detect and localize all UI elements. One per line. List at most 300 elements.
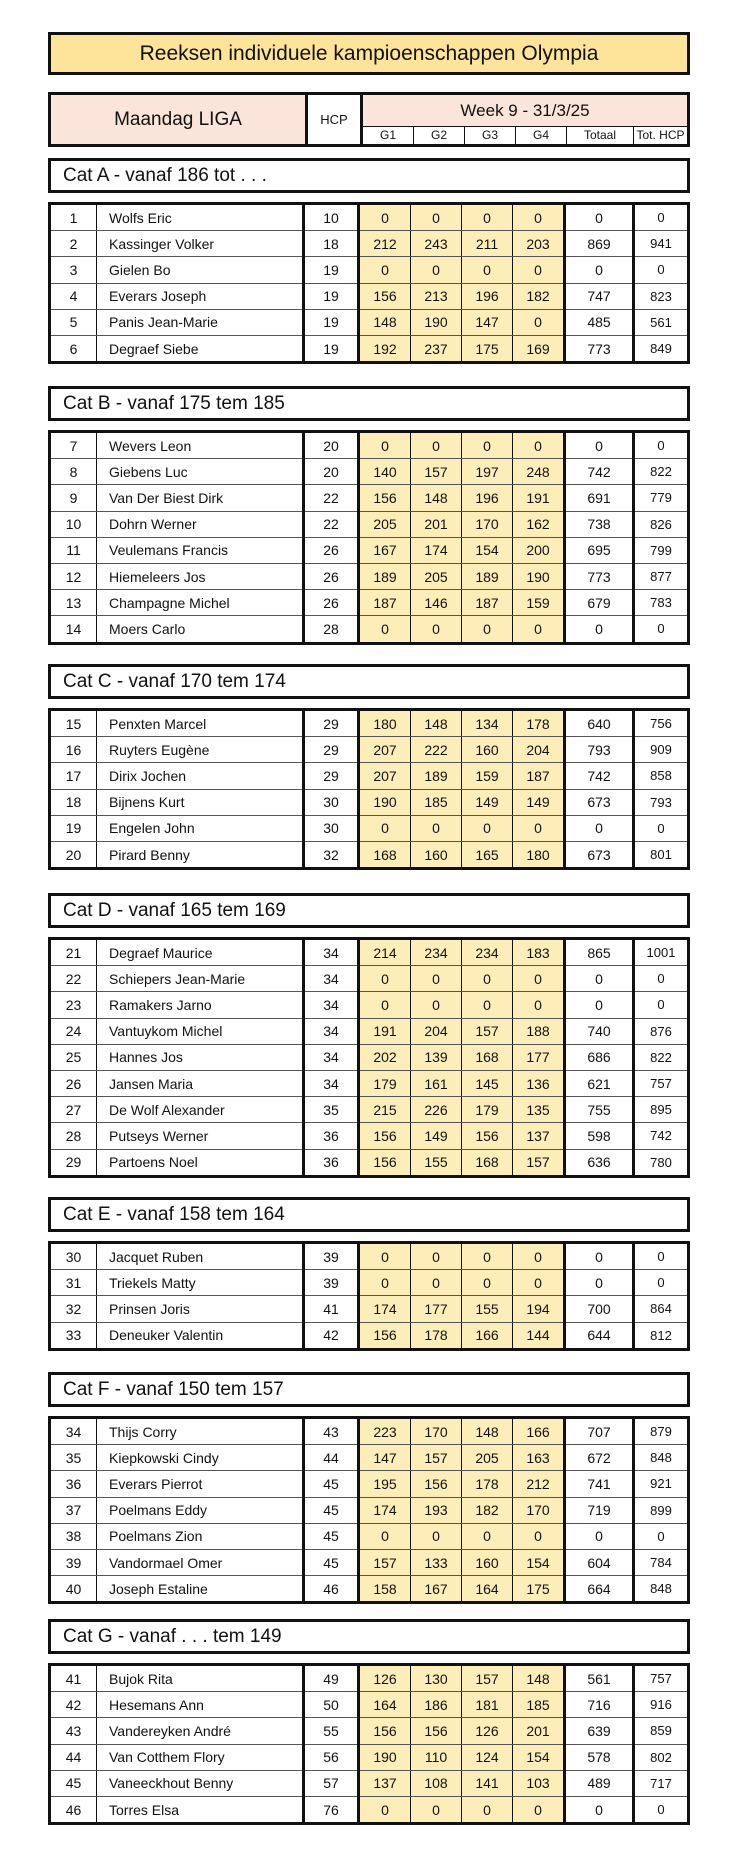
- hcp-cell: 29: [304, 710, 359, 737]
- g3-cell: 0: [462, 992, 513, 1018]
- table-row: [50, 257, 689, 283]
- g3-cell: 0: [462, 257, 513, 283]
- g3-cell: 234: [462, 939, 513, 966]
- tot-hcp-cell: 895: [634, 1097, 689, 1123]
- rank-cell: 23: [50, 992, 97, 1018]
- g1-cell: 223: [359, 1418, 411, 1445]
- g3-cell: 156: [462, 1123, 513, 1149]
- hcp-cell: 26: [304, 563, 359, 589]
- table-row: [50, 1044, 689, 1070]
- hcp-cell: 39: [304, 1243, 359, 1270]
- g3-cell: 157: [462, 1018, 513, 1044]
- rank-cell: 9: [50, 485, 97, 511]
- g1-cell: 174: [359, 1497, 411, 1523]
- rank-cell: 2: [50, 231, 97, 257]
- liga-label: Maandag LIGA: [51, 95, 308, 144]
- totaal-cell: 0: [565, 1523, 634, 1549]
- table-row: [50, 485, 689, 511]
- g1-cell: 207: [359, 763, 411, 789]
- g4-cell: 103: [513, 1770, 565, 1796]
- rank-cell: 36: [50, 1471, 97, 1497]
- rank-cell: 15: [50, 710, 97, 737]
- g2-cell: 189: [411, 763, 462, 789]
- g2-cell: 213: [411, 283, 462, 309]
- totaal-cell: 489: [565, 1770, 634, 1796]
- tot-hcp-cell: 783: [634, 590, 689, 616]
- tot-hcp-cell: 879: [634, 1418, 689, 1445]
- g3-cell: 0: [462, 1523, 513, 1549]
- rank-cell: 26: [50, 1070, 97, 1096]
- g1-cell: 0: [359, 815, 411, 841]
- rank-cell: 14: [50, 616, 97, 643]
- category-table: [48, 937, 690, 1178]
- table-row: [50, 204, 689, 231]
- g1-cell: 187: [359, 590, 411, 616]
- g1-cell: 167: [359, 537, 411, 563]
- category-heading: Cat E - vanaf 158 tem 164: [48, 1197, 690, 1232]
- rank-cell: 3: [50, 257, 97, 283]
- g4-cell: 175: [513, 1576, 565, 1603]
- totaal-cell: 0: [565, 992, 634, 1018]
- g2-cell: 108: [411, 1770, 462, 1796]
- g1-cell: 179: [359, 1070, 411, 1096]
- hcp-cell: 43: [304, 1418, 359, 1445]
- table-row: [50, 763, 689, 789]
- g2-cell: 0: [411, 815, 462, 841]
- g3-cell: 187: [462, 590, 513, 616]
- category-heading: Cat G - vanaf . . . tem 149: [48, 1619, 690, 1654]
- week-header-group: [363, 95, 687, 144]
- rank-cell: 24: [50, 1018, 97, 1044]
- totaal-cell: 793: [565, 737, 634, 763]
- hcp-cell: 45: [304, 1523, 359, 1549]
- table-row: [50, 590, 689, 616]
- player-name-cell: Kiepkowski Cindy: [97, 1445, 304, 1471]
- rank-cell: 17: [50, 763, 97, 789]
- g1-cell: 212: [359, 231, 411, 257]
- g4-cell: 194: [513, 1296, 565, 1322]
- g4-cell: 203: [513, 231, 565, 257]
- player-name-cell: Pirard Benny: [97, 841, 304, 868]
- player-name-cell: Engelen John: [97, 815, 304, 841]
- totaal-cell: 686: [565, 1044, 634, 1070]
- g1-cell: 156: [359, 1322, 411, 1349]
- g1-cell: 214: [359, 939, 411, 966]
- g3-cell: 170: [462, 511, 513, 537]
- g4-cell: 157: [513, 1149, 565, 1176]
- g4-cell: 212: [513, 1471, 565, 1497]
- category-table: [48, 202, 690, 364]
- g4-cell: 180: [513, 841, 565, 868]
- g2-cell: 155: [411, 1149, 462, 1176]
- g4-cell: 248: [513, 459, 565, 485]
- g1-cell: 207: [359, 737, 411, 763]
- totaal-cell: 0: [565, 1796, 634, 1823]
- g1-cell: 156: [359, 1123, 411, 1149]
- g4-cell: 204: [513, 737, 565, 763]
- tot-hcp-cell: 826: [634, 511, 689, 537]
- g2-cell: 157: [411, 1445, 462, 1471]
- g1-cell: 215: [359, 1097, 411, 1123]
- player-name-cell: Ramakers Jarno: [97, 992, 304, 1018]
- table-row: [50, 1692, 689, 1718]
- totaal-cell: 598: [565, 1123, 634, 1149]
- g4-cell: 0: [513, 257, 565, 283]
- hcp-cell: 26: [304, 590, 359, 616]
- tot-hcp-cell: 717: [634, 1770, 689, 1796]
- rank-cell: 8: [50, 459, 97, 485]
- table-row: [50, 710, 689, 737]
- g3-cell: 178: [462, 1471, 513, 1497]
- g2-cell: 0: [411, 1796, 462, 1823]
- tot-hcp-cell: 784: [634, 1549, 689, 1575]
- col-g3: G3: [465, 127, 516, 144]
- g4-cell: 0: [513, 1243, 565, 1270]
- tot-hcp-cell: 793: [634, 789, 689, 815]
- totaal-cell: 0: [565, 257, 634, 283]
- g2-cell: 201: [411, 511, 462, 537]
- column-header: [48, 92, 690, 147]
- rank-cell: 21: [50, 939, 97, 966]
- g1-cell: 0: [359, 1523, 411, 1549]
- tot-hcp-cell: 909: [634, 737, 689, 763]
- table-row: [50, 939, 689, 966]
- rank-cell: 32: [50, 1296, 97, 1322]
- rank-cell: 7: [50, 432, 97, 459]
- g4-cell: 0: [513, 1796, 565, 1823]
- table-row: [50, 563, 689, 589]
- totaal-cell: 869: [565, 231, 634, 257]
- table-row: [50, 1718, 689, 1744]
- table-row: [50, 737, 689, 763]
- tot-hcp-cell: 561: [634, 309, 689, 335]
- totaal-cell: 719: [565, 1497, 634, 1523]
- category-table: [48, 1416, 690, 1604]
- tot-hcp-cell: 756: [634, 710, 689, 737]
- hcp-cell: 19: [304, 283, 359, 309]
- hcp-cell: 42: [304, 1322, 359, 1349]
- rank-cell: 13: [50, 590, 97, 616]
- table-row: [50, 1445, 689, 1471]
- g2-cell: 0: [411, 257, 462, 283]
- table-row: [50, 1018, 689, 1044]
- category-table: [48, 1663, 690, 1825]
- totaal-cell: 673: [565, 789, 634, 815]
- g1-cell: 0: [359, 966, 411, 992]
- g3-cell: 179: [462, 1097, 513, 1123]
- g3-cell: 159: [462, 763, 513, 789]
- table-row: [50, 231, 689, 257]
- g3-cell: 126: [462, 1718, 513, 1744]
- totaal-cell: 664: [565, 1576, 634, 1603]
- rank-cell: 25: [50, 1044, 97, 1070]
- g4-cell: 0: [513, 432, 565, 459]
- hcp-cell: 34: [304, 1018, 359, 1044]
- hcp-cell: 56: [304, 1744, 359, 1770]
- totaal-cell: 679: [565, 590, 634, 616]
- g2-cell: 0: [411, 1270, 462, 1296]
- score-column-headers: [363, 127, 687, 144]
- player-name-cell: Kassinger Volker: [97, 231, 304, 257]
- tot-hcp-cell: 859: [634, 1718, 689, 1744]
- player-name-cell: Moers Carlo: [97, 616, 304, 643]
- page-title: Reeksen individuele kampioenschappen Olympia: [48, 32, 690, 75]
- tot-hcp-cell: 0: [634, 1243, 689, 1270]
- tot-hcp-cell: 822: [634, 1044, 689, 1070]
- g4-cell: 187: [513, 763, 565, 789]
- g4-cell: 149: [513, 789, 565, 815]
- rank-cell: 41: [50, 1665, 97, 1692]
- tot-hcp-cell: 848: [634, 1576, 689, 1603]
- g1-cell: 156: [359, 485, 411, 511]
- g4-cell: 0: [513, 616, 565, 643]
- player-name-cell: Hannes Jos: [97, 1044, 304, 1070]
- rank-cell: 33: [50, 1322, 97, 1349]
- g3-cell: 166: [462, 1322, 513, 1349]
- rank-cell: 34: [50, 1418, 97, 1445]
- hcp-cell: 57: [304, 1770, 359, 1796]
- tot-hcp-cell: 877: [634, 563, 689, 589]
- tot-hcp-cell: 779: [634, 485, 689, 511]
- hcp-cell: 22: [304, 511, 359, 537]
- player-name-cell: Van Der Biest Dirk: [97, 485, 304, 511]
- hcp-cell: 39: [304, 1270, 359, 1296]
- table-row: [50, 1149, 689, 1176]
- rank-cell: 46: [50, 1796, 97, 1823]
- player-name-cell: Hiemeleers Jos: [97, 563, 304, 589]
- player-name-cell: Van Cotthem Flory: [97, 1744, 304, 1770]
- g1-cell: 0: [359, 204, 411, 231]
- g2-cell: 0: [411, 966, 462, 992]
- totaal-cell: 773: [565, 335, 634, 362]
- g3-cell: 155: [462, 1296, 513, 1322]
- g3-cell: 0: [462, 1796, 513, 1823]
- g3-cell: 149: [462, 789, 513, 815]
- g4-cell: 0: [513, 815, 565, 841]
- hcp-cell: 28: [304, 616, 359, 643]
- table-row: [50, 1744, 689, 1770]
- g4-cell: 170: [513, 1497, 565, 1523]
- g4-cell: 183: [513, 939, 565, 966]
- rank-cell: 16: [50, 737, 97, 763]
- hcp-cell: 18: [304, 231, 359, 257]
- player-name-cell: Thijs Corry: [97, 1418, 304, 1445]
- category-table: [48, 430, 690, 645]
- rank-cell: 12: [50, 563, 97, 589]
- hcp-cell: 30: [304, 789, 359, 815]
- g1-cell: 191: [359, 1018, 411, 1044]
- table-row: [50, 1796, 689, 1823]
- g3-cell: 160: [462, 1549, 513, 1575]
- rank-cell: 20: [50, 841, 97, 868]
- g4-cell: 0: [513, 1523, 565, 1549]
- g4-cell: 159: [513, 590, 565, 616]
- col-g2: G2: [414, 127, 465, 144]
- g3-cell: 165: [462, 841, 513, 868]
- hcp-cell: 34: [304, 966, 359, 992]
- tot-hcp-cell: 0: [634, 992, 689, 1018]
- g2-cell: 170: [411, 1418, 462, 1445]
- category-heading: Cat C - vanaf 170 tem 174: [48, 664, 690, 699]
- g1-cell: 202: [359, 1044, 411, 1070]
- hcp-cell: 36: [304, 1149, 359, 1176]
- hcp-cell: 30: [304, 815, 359, 841]
- g2-cell: 0: [411, 432, 462, 459]
- table-row: [50, 1070, 689, 1096]
- player-name-cell: Wevers Leon: [97, 432, 304, 459]
- g4-cell: 201: [513, 1718, 565, 1744]
- player-name-cell: Joseph Estaline: [97, 1576, 304, 1603]
- totaal-cell: 636: [565, 1149, 634, 1176]
- table-row: [50, 1576, 689, 1603]
- tot-hcp-cell: 0: [634, 1523, 689, 1549]
- totaal-cell: 755: [565, 1097, 634, 1123]
- totaal-cell: 621: [565, 1070, 634, 1096]
- g2-cell: 0: [411, 204, 462, 231]
- g4-cell: 162: [513, 511, 565, 537]
- g3-cell: 134: [462, 710, 513, 737]
- player-name-cell: Gielen Bo: [97, 257, 304, 283]
- player-name-cell: Ruyters Eugène: [97, 737, 304, 763]
- player-name-cell: Panis Jean-Marie: [97, 309, 304, 335]
- g2-cell: 177: [411, 1296, 462, 1322]
- g2-cell: 156: [411, 1471, 462, 1497]
- player-name-cell: Triekels Matty: [97, 1270, 304, 1296]
- rank-cell: 29: [50, 1149, 97, 1176]
- tot-hcp-cell: 780: [634, 1149, 689, 1176]
- tot-hcp-cell: 799: [634, 537, 689, 563]
- tot-hcp-cell: 876: [634, 1018, 689, 1044]
- hcp-cell: 76: [304, 1796, 359, 1823]
- tot-hcp-cell: 0: [634, 432, 689, 459]
- g2-cell: 167: [411, 1576, 462, 1603]
- g3-cell: 205: [462, 1445, 513, 1471]
- totaal-cell: 0: [565, 815, 634, 841]
- g3-cell: 0: [462, 815, 513, 841]
- table-row: [50, 537, 689, 563]
- table-row: [50, 1497, 689, 1523]
- table-row: [50, 1243, 689, 1270]
- table-row: [50, 1296, 689, 1322]
- rank-cell: 11: [50, 537, 97, 563]
- totaal-cell: 707: [565, 1418, 634, 1445]
- hcp-cell: 44: [304, 1445, 359, 1471]
- g2-cell: 0: [411, 992, 462, 1018]
- tot-hcp-cell: 822: [634, 459, 689, 485]
- g3-cell: 124: [462, 1744, 513, 1770]
- g1-cell: 0: [359, 992, 411, 1018]
- g3-cell: 0: [462, 1270, 513, 1296]
- g2-cell: 234: [411, 939, 462, 966]
- player-name-cell: Poelmans Zion: [97, 1523, 304, 1549]
- tot-hcp-cell: 899: [634, 1497, 689, 1523]
- table-row: [50, 309, 689, 335]
- totaal-cell: 578: [565, 1744, 634, 1770]
- g4-cell: 144: [513, 1322, 565, 1349]
- g4-cell: 148: [513, 1665, 565, 1692]
- tot-hcp-cell: 941: [634, 231, 689, 257]
- g1-cell: 174: [359, 1296, 411, 1322]
- totaal-cell: 773: [565, 563, 634, 589]
- tot-hcp-cell: 812: [634, 1322, 689, 1349]
- rank-cell: 35: [50, 1445, 97, 1471]
- g2-cell: 174: [411, 537, 462, 563]
- table-row: [50, 1665, 689, 1692]
- hcp-cell: 49: [304, 1665, 359, 1692]
- category-heading: Cat B - vanaf 175 tem 185: [48, 386, 690, 421]
- player-name-cell: De Wolf Alexander: [97, 1097, 304, 1123]
- table-row: [50, 1322, 689, 1349]
- rank-cell: 38: [50, 1523, 97, 1549]
- g2-cell: 0: [411, 1523, 462, 1549]
- tot-hcp-cell: 757: [634, 1665, 689, 1692]
- totaal-cell: 742: [565, 763, 634, 789]
- totaal-cell: 0: [565, 616, 634, 643]
- g1-cell: 0: [359, 1270, 411, 1296]
- g4-cell: 0: [513, 309, 565, 335]
- g2-cell: 222: [411, 737, 462, 763]
- g2-cell: 160: [411, 841, 462, 868]
- col-g4: G4: [516, 127, 567, 144]
- player-name-cell: Jansen Maria: [97, 1070, 304, 1096]
- table-row: [50, 1123, 689, 1149]
- g1-cell: 189: [359, 563, 411, 589]
- player-name-cell: Torres Elsa: [97, 1796, 304, 1823]
- g2-cell: 186: [411, 1692, 462, 1718]
- totaal-cell: 747: [565, 283, 634, 309]
- tot-hcp-cell: 823: [634, 283, 689, 309]
- col-g1: G1: [363, 127, 414, 144]
- g3-cell: 164: [462, 1576, 513, 1603]
- rank-cell: 40: [50, 1576, 97, 1603]
- g1-cell: 0: [359, 616, 411, 643]
- rank-cell: 44: [50, 1744, 97, 1770]
- tot-hcp-cell: 849: [634, 335, 689, 362]
- hcp-cell: 45: [304, 1497, 359, 1523]
- table-row: [50, 966, 689, 992]
- hcp-cell: 34: [304, 1070, 359, 1096]
- hcp-cell: 32: [304, 841, 359, 868]
- player-name-cell: Wolfs Eric: [97, 204, 304, 231]
- table-row: [50, 789, 689, 815]
- table-row: [50, 1523, 689, 1549]
- rank-cell: 19: [50, 815, 97, 841]
- g4-cell: 154: [513, 1744, 565, 1770]
- rank-cell: 27: [50, 1097, 97, 1123]
- g2-cell: 161: [411, 1070, 462, 1096]
- hcp-cell: 10: [304, 204, 359, 231]
- g1-cell: 0: [359, 257, 411, 283]
- table-row: [50, 1270, 689, 1296]
- hcp-cell: 46: [304, 1576, 359, 1603]
- totaal-cell: 716: [565, 1692, 634, 1718]
- table-row: [50, 1471, 689, 1497]
- table-row: [50, 511, 689, 537]
- rank-cell: 37: [50, 1497, 97, 1523]
- g1-cell: 0: [359, 432, 411, 459]
- col-totaal: Totaal: [567, 127, 634, 144]
- player-name-cell: Giebens Luc: [97, 459, 304, 485]
- rank-cell: 39: [50, 1549, 97, 1575]
- totaal-cell: 865: [565, 939, 634, 966]
- player-name-cell: Prinsen Joris: [97, 1296, 304, 1322]
- g4-cell: 0: [513, 204, 565, 231]
- g4-cell: 169: [513, 335, 565, 362]
- hcp-cell: 35: [304, 1097, 359, 1123]
- totaal-cell: 741: [565, 1471, 634, 1497]
- tot-hcp-cell: 1001: [634, 939, 689, 966]
- category-heading: Cat F - vanaf 150 tem 157: [48, 1372, 690, 1407]
